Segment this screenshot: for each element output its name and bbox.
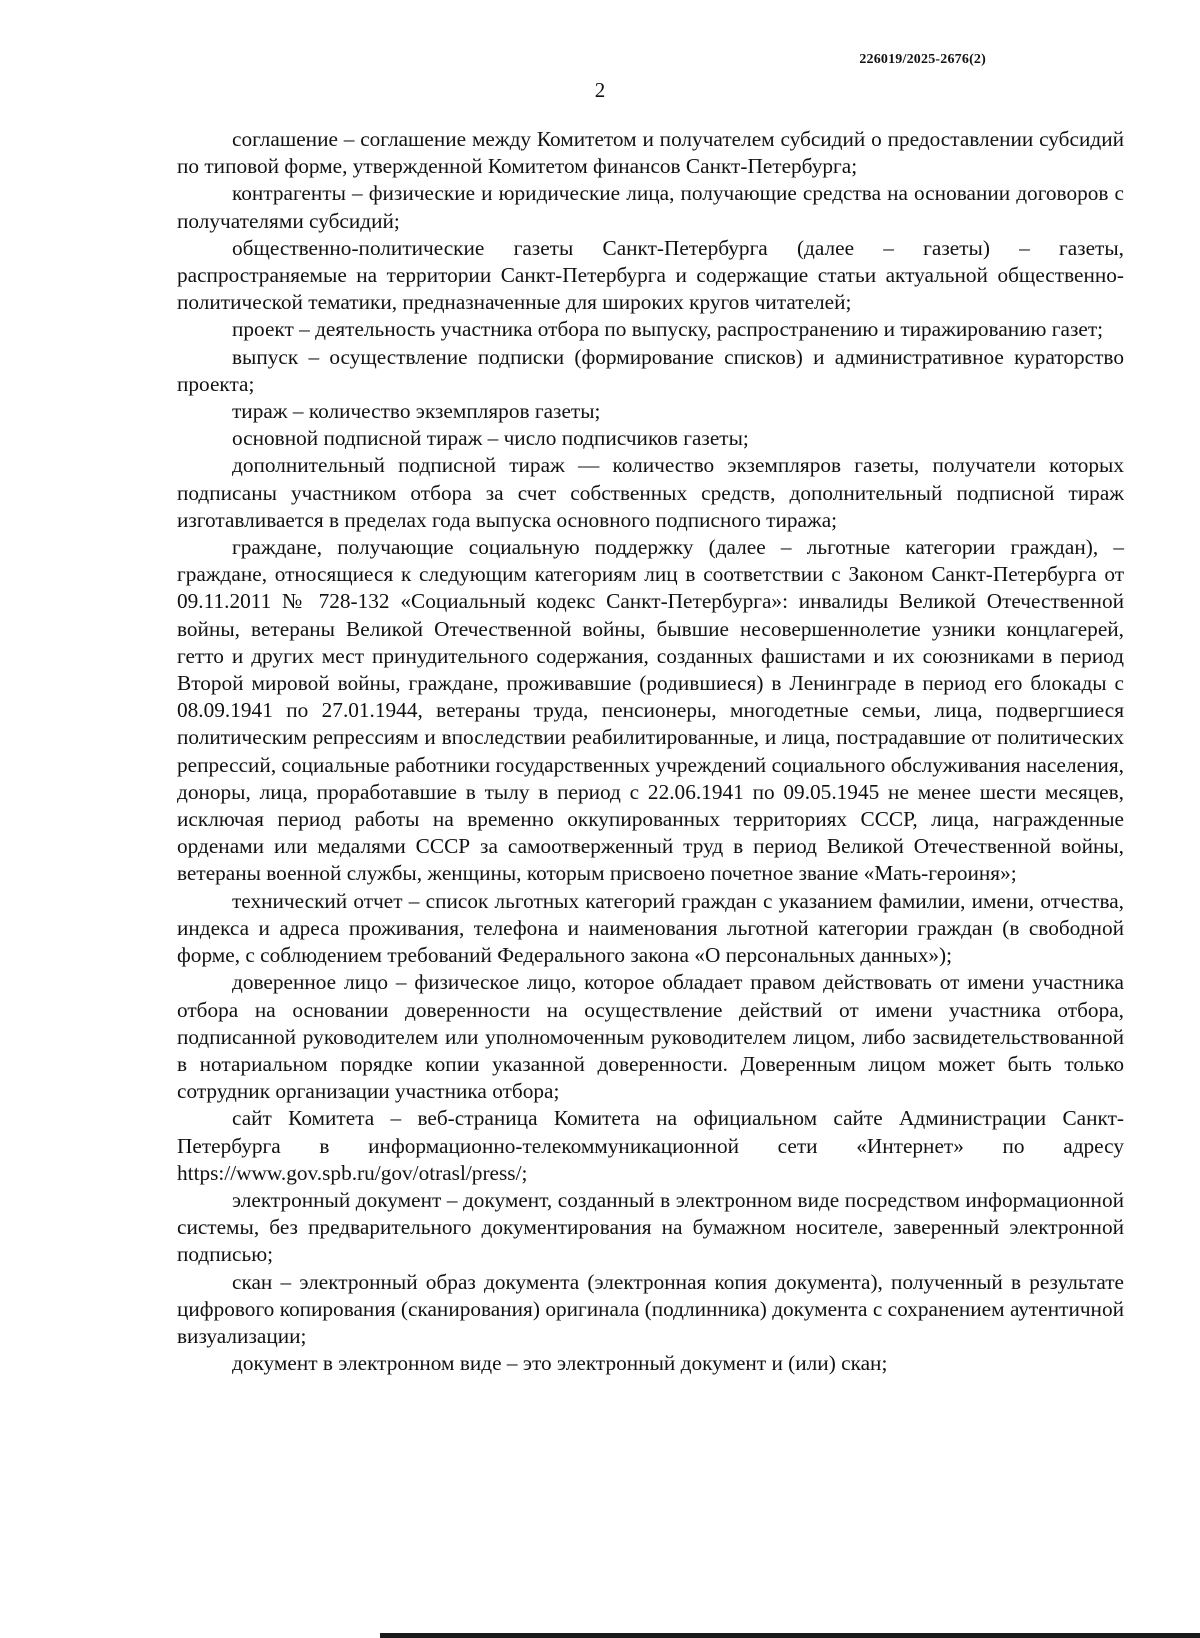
paragraph-issue: выпуск – осуществление подписки (формирование списков) и административное кураторство проекта; [177,344,1124,396]
paragraph-beneficiaries: граждане, получающие социальную поддержку (далее – льготные категории граждан), – граждане, относящиеся к следующим категориям лиц в соответствии с Законом Санкт-Петербурга от 09.11.2011 № 728-132 «Социальный кодекс Санкт-Петербурга»: инвалиды Великой Отечественной войны, ветераны Великой Отечественной войны, бывшие несовершеннолетие узники концлагерей, гетто и других мест принудительного содержания, созданных фашистами и их союзниками в период Второй мировой войны, граждане, проживавшие (родившиеся) в Ленинграде в период его блокады с 08.09.1941 по 27.01.1944, ветераны труда, пенсионеры, многодетные семьи, лица, подвергшиеся политическим репрессиям и впоследствии реабилитированные, и лица, пострадавшие от политических репрессий, социальные работники государственных учреждений социального обслуживания населения, доноры, лица, проработавшие в тылу в период с 22.06.1941 по 09.05.1945 не менее шести месяцев, исключая период работы на временно оккупированных территориях СССР, лица, награжденные орденами или медалями СССР за самоотверженный труд в период Великой Отечественной войны, ветераны военной службы, женщины, которым присвоено почетное звание «Мать-героиня»; [177,535,1124,886]
paragraph-newspapers: общественно-политические газеты Санкт-Петербурга (далее – газеты) – газеты, распространяемые на территории Санкт-Петербурга и содержащие статьи актуальной общественно-политической тематики, предназначенные для широких кругов читателей; [177,235,1124,315]
document-registration-number: 226019/2025-2676(2) [859,52,986,67]
paragraph-agreement: соглашение – соглашение между Комитетом и получателем субсидий о предоставлении субсидий по типовой форме, утвержденной Комитетом финансов Санкт-Петербурга; [177,127,1124,179]
paragraph-authorized-person: доверенное лицо – физическое лицо, которое обладает правом действовать от имени участника отбора на основании доверенности на осуществление действий от имени участника отбора, подписанной руководителем или уполномоченным руководителем лицом, либо засвидетельствованной в нотариальном порядке копии указанной доверенности. Доверенным лицом может быть только сотрудник организации участника отбора; [177,970,1124,1104]
page-number: 2 [594,78,606,102]
paragraph-circulation: тираж – количество экземпляров газеты; [232,399,601,424]
paragraph-project: проект – деятельность участника отбора по выпуску, распространению и тиражированию газет; [232,317,1104,342]
paragraph-electronic-document: электронный документ – документ, созданный в электронном виде посредством информационной системы, без предварительного документирования на бумажном носителе, заверенный электронной подписью; [177,1187,1124,1267]
scan-border-line [380,1633,1200,1638]
paragraph-additional-subscription: дополнительный подписной тираж — количество экземпляров газеты, получатели которых подписаны участником отбора за счет собственных средств, дополнительный подписной тираж изготавливается в пределах года выпуска основного подписного тиража; [177,453,1124,532]
document-body [177,126,1124,1377]
paragraph-electronic-form: документ в электронном виде – это электронный документ и (или) скан; [232,1351,888,1376]
paragraph-committee-site: сайт Комитета – веб-страница Комитета на официальном сайте Администрации Санкт-Петербурга в информационно-телекоммуникационной сети «Интернет» по адресу https://www.gov.spb.ru/gov/otrasl/press/; [177,1106,1124,1185]
paragraph-contractors: контрагенты – физические и юридические лица, получающие средства на основании договоров с получателями субсидий; [177,181,1124,233]
paragraph-technical-report: технический отчет – список льготных категорий граждан с указанием фамилии, имени, отчества, индекса и адреса проживания, телефона и наименования льготной категории граждан (в свободной форме, с соблюдением требований Федерального закона «О персональных данных»); [177,888,1124,968]
paragraph-scan: скан – электронный образ документа (электронная копия документа), полученный в результате цифрового копирования (сканирования) оригинала (подлинника) документа с сохранением аутентичной визуализации; [177,1269,1124,1348]
paragraph-main-subscription: основной подписной тираж – число подписчиков газеты; [232,426,749,451]
